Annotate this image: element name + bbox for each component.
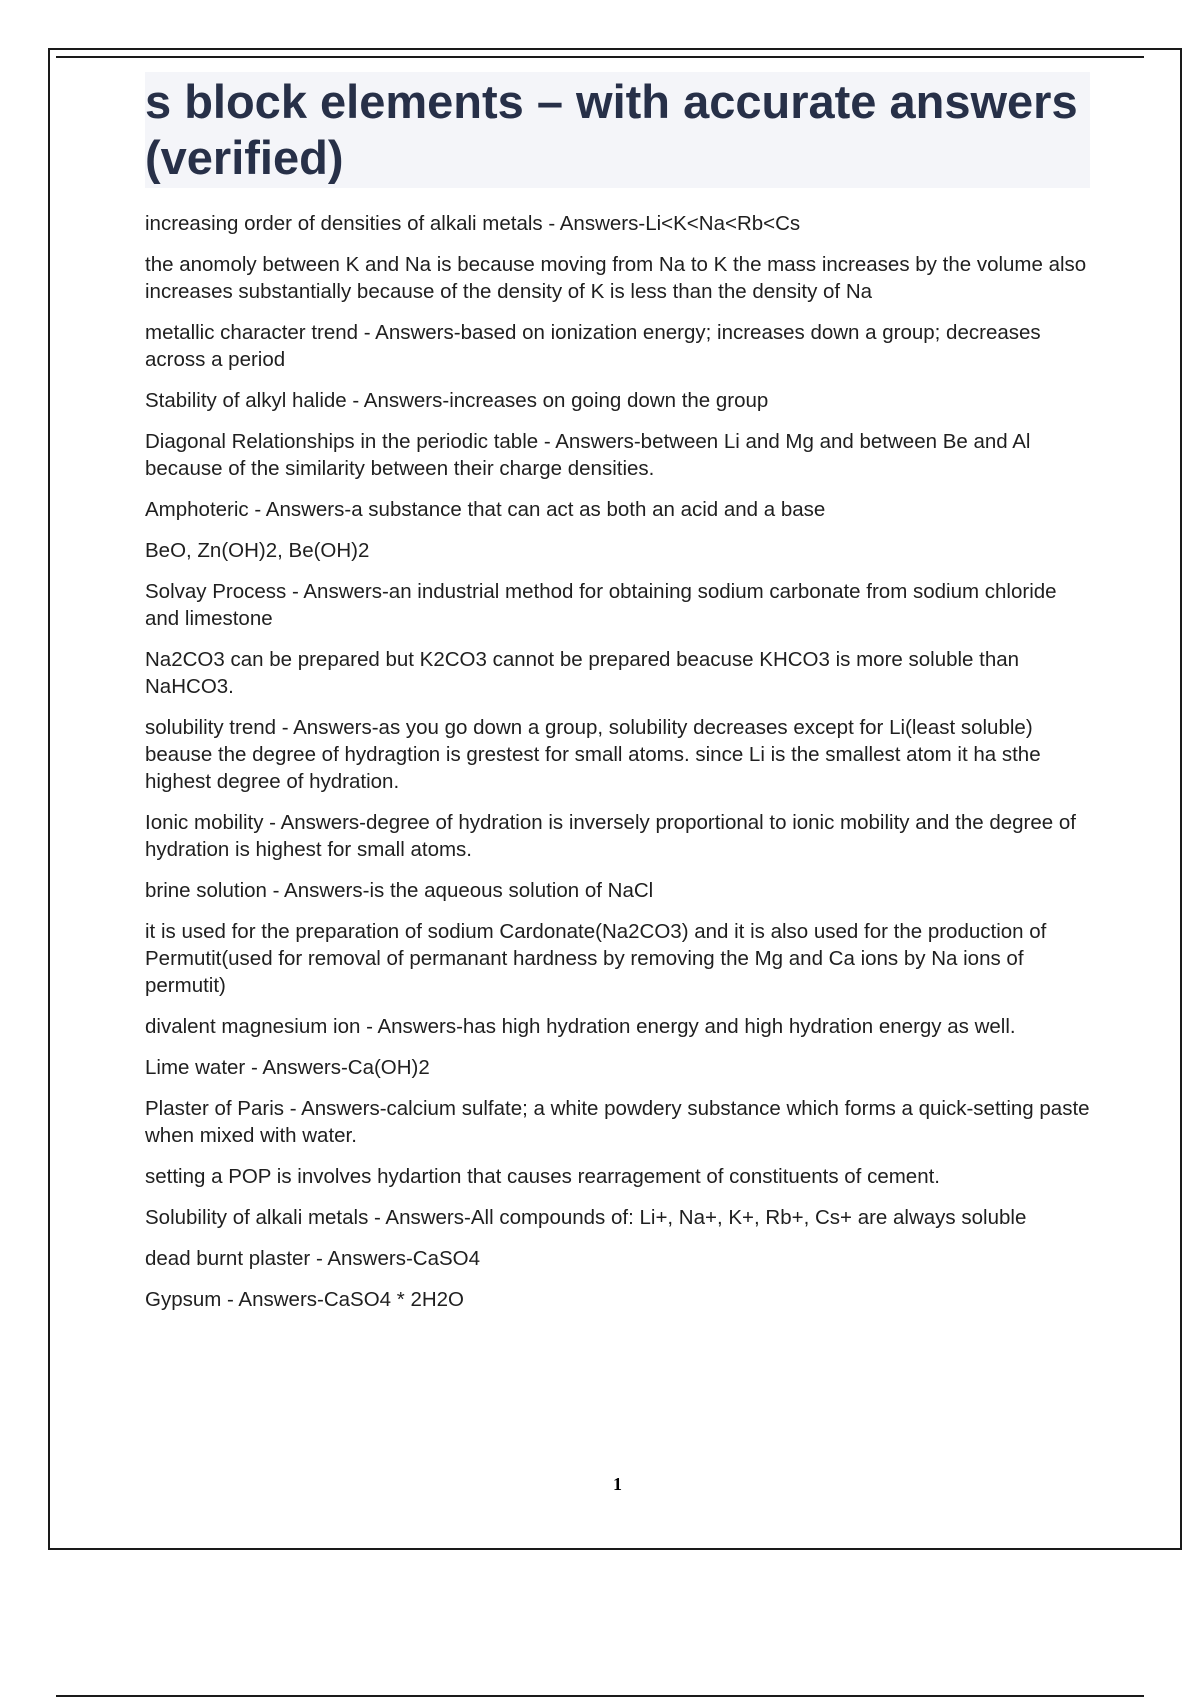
qa-entry-4: Stability of alkyl halide - Answers-increases on going down the group xyxy=(145,389,769,412)
document-body xyxy=(145,72,1090,1327)
qa-entry-11: Ionic mobility - Answers-degree of hydration is inversely proportional to ionic mobility and the degree of hydration is highest for small atoms. xyxy=(145,811,1076,861)
qa-entry-19: dead burnt plaster - Answers-CaSO4 xyxy=(145,1247,480,1270)
page-number: 1 xyxy=(613,1474,622,1494)
qa-entry-1: increasing order of densities of alkali metals - Answers-Li<K<Na<Rb<Cs xyxy=(145,212,801,235)
next-page-rule xyxy=(56,1695,1144,1697)
title-block xyxy=(145,72,1090,188)
qa-entry-15: Lime water - Answers-Ca(OH)2 xyxy=(145,1056,430,1079)
qa-entry-16: Plaster of Paris - Answers-calcium sulfate; a white powdery substance which forms a quick-setting paste when mixed with water. xyxy=(145,1097,1090,1147)
qa-entry-12: brine solution - Answers-is the aqueous solution of NaCl xyxy=(145,879,654,902)
qa-entry-6: Amphoteric - Answers-a substance that can act as both an acid and a base xyxy=(145,498,826,521)
page-title: s block elements – with accurate answers (verified) xyxy=(145,75,1078,184)
qa-entry-5: Diagonal Relationships in the periodic table - Answers-between Li and Mg and between Be and Al because of the similarity between their charge densities. xyxy=(145,430,1031,480)
header-rule xyxy=(56,56,1144,58)
qa-entry-3: metallic character trend - Answers-based on ionization energy; increases down a group; decreases across a period xyxy=(145,321,1041,371)
qa-entry-17: setting a POP is involves hydartion that causes rearragement of constituents of cement. xyxy=(145,1165,940,1188)
qa-entry-2: the anomoly between K and Na is because moving from Na to K the mass increases by the volume also increases substantially because of the density of K is less than the density of Na xyxy=(145,253,1087,303)
qa-entry-10: solubility trend - Answers-as you go down a group, solubility decreases except for Li(least soluble) beause the degree of hydragtion is grestest for small atoms. since Li is the smallest atom it ha sthe highest degree of hydration. xyxy=(145,716,1041,793)
qa-entry-14: divalent magnesium ion - Answers-has high hydration energy and high hydration energy as well. xyxy=(145,1015,1016,1038)
qa-entry-8: Solvay Process - Answers-an industrial method for obtaining sodium carbonate from sodium chloride and limestone xyxy=(145,580,1057,630)
qa-entry-18: Solubility of alkali metals - Answers-All compounds of: Li+, Na+, K+, Rb+, Cs+ are always soluble xyxy=(145,1206,1027,1229)
qa-entry-9: Na2CO3 can be prepared but K2CO3 cannot be prepared beacuse KHCO3 is more soluble than NaHCO3. xyxy=(145,648,1020,698)
qa-entry-20: Gypsum - Answers-CaSO4 * 2H2O xyxy=(145,1288,464,1311)
qa-entry-7: BeO, Zn(OH)2, Be(OH)2 xyxy=(145,539,370,562)
qa-entry-13: it is used for the preparation of sodium Cardonate(Na2CO3) and it is also used for the production of Permutit(used for removal of permanant hardness by removing the Mg and Ca ions by Na ions of permutit) xyxy=(145,920,1047,997)
